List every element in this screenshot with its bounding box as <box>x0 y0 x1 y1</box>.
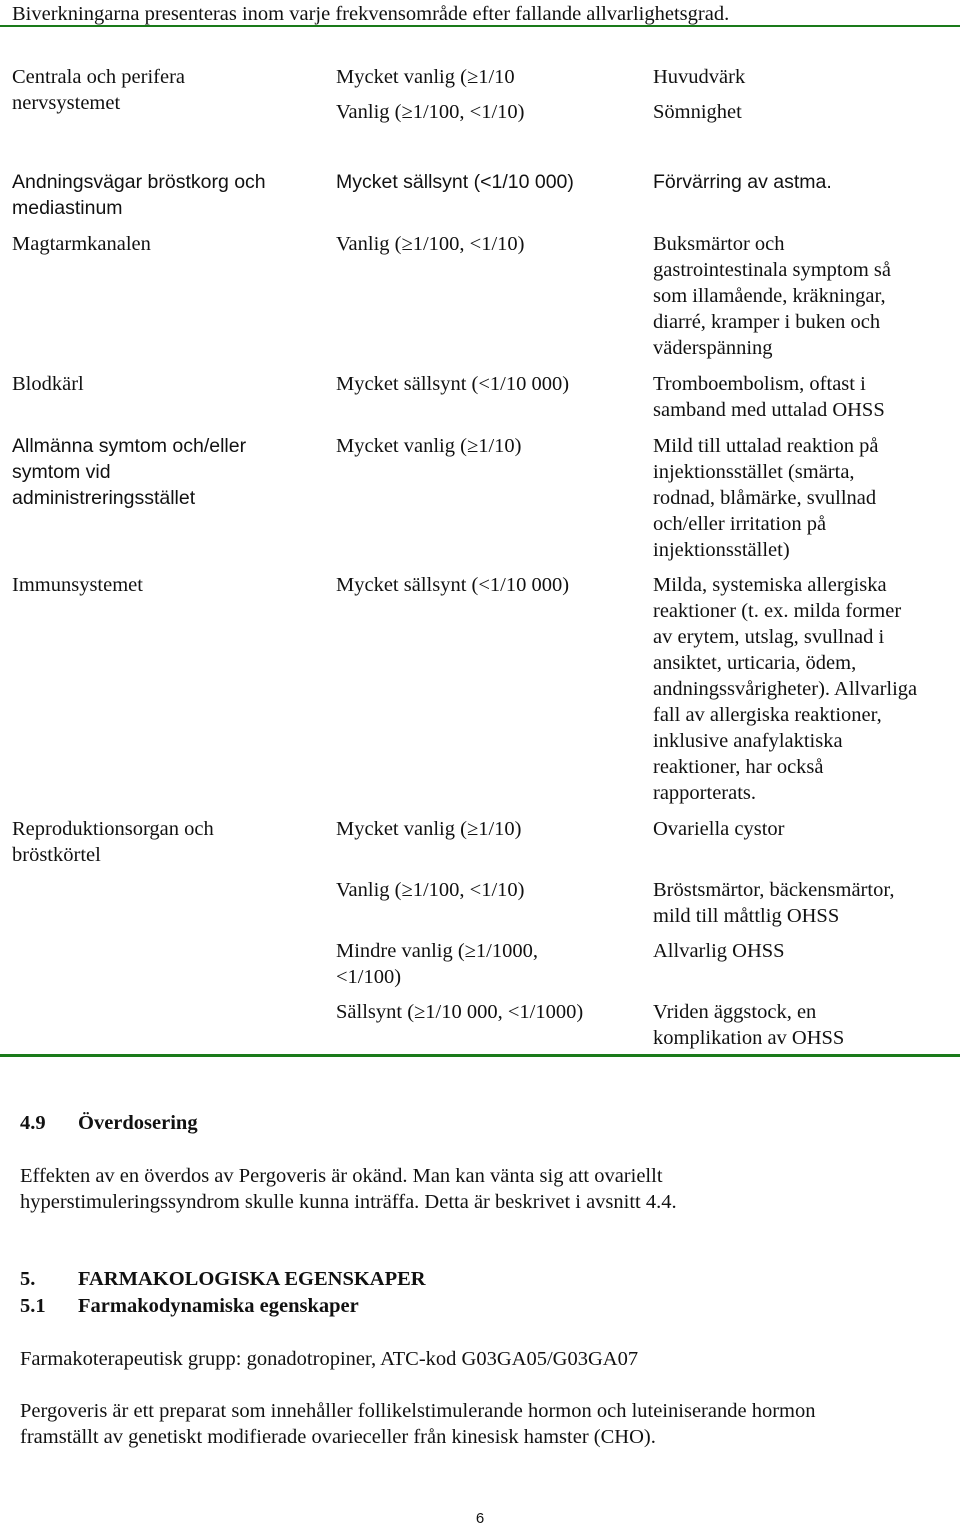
section-4-9-text: Effekten av en överdos av Pergoveris är okänd. Man kan vänta sig att ovariellt hyperstimuleringssyndrom skulle kunna inträffa. Detta är beskrivet i avsnitt 4.4. <box>20 1165 677 1213</box>
effect-immune: Milda, systemiska allergiska reaktioner (t. ex. milda former av erytem, utslag, svullnad i ansiktet, urticaria, ödem, andningssvårigheter). Allvarliga fall av allergiska reaktioner, inklusive anafylaktiska reaktioner, har också rapporterats. <box>653 574 918 804</box>
section-5-1-number: 5.1 <box>20 1295 46 1317</box>
freq-respiratory: Mycket sällsynt (<1/10 000) <box>336 171 574 193</box>
freq-general: Mycket vanlig (≥1/10) <box>336 435 522 457</box>
section-5-title: FARMAKOLOGISKA EGENSKAPER <box>78 1268 426 1290</box>
section-5-1-title: Farmakodynamiska egenskaper <box>78 1295 359 1317</box>
section-4-9-title: Överdosering <box>78 1112 198 1134</box>
effect-respiratory: Förvärring av astma. <box>653 171 832 193</box>
freq-repro-3: Mindre vanlig (≥1/1000, <1/100) <box>336 940 538 988</box>
effect-vascular: Tromboembolism, oftast i samband med uttalad OHSS <box>653 373 885 421</box>
section-4-9-heading <box>20 1112 198 1135</box>
effect-repro-3: Allvarlig OHSS <box>653 940 785 962</box>
section-5-1-text: Pergoveris är ett preparat som innehåller follikelstimulerande hormon och luteiniserande hormon framställt av genetiskt modifierade ovarieceller från kinesisk hamster (CHO). <box>20 1400 816 1448</box>
effect-repro-1: Ovariella cystor <box>653 818 785 840</box>
organ-vascular: Blodkärl <box>12 373 84 395</box>
freq-cns-2: Vanlig (≥1/100, <1/10) <box>336 101 525 123</box>
section-4-9-number: 4.9 <box>20 1112 46 1134</box>
effect-cns-2: Sömnighet <box>653 101 742 123</box>
section-5-1-heading <box>20 1295 359 1318</box>
organ-reproductive: Reproduktionsorgan och bröstkörtel <box>12 818 214 866</box>
freq-gi: Vanlig (≥1/100, <1/10) <box>336 233 525 255</box>
freq-repro-2: Vanlig (≥1/100, <1/10) <box>336 879 525 901</box>
organ-general: Allmänna symtom och/eller symtom vid administreringsstället <box>12 435 247 509</box>
effect-repro-4: Vriden äggstock, en komplikation av OHSS <box>653 1001 845 1049</box>
freq-repro-1: Mycket vanlig (≥1/10) <box>336 818 522 840</box>
effect-gi: Buksmärtor och gastrointestinala symptom så som illamående, kräkningar, diarré, kramper i buken och väderspänning <box>653 233 891 359</box>
organ-cns: Centrala och perifera nervsystemet <box>12 66 186 114</box>
freq-repro-4: Sällsynt (≥1/10 000, <1/1000) <box>336 1001 584 1023</box>
table-bottom-rule <box>0 1054 960 1057</box>
section-5-number: 5. <box>20 1268 36 1290</box>
freq-vascular: Mycket sällsynt (<1/10 000) <box>336 373 570 395</box>
effect-repro-2: Bröstsmärtor, bäckensmärtor, mild till måttlig OHSS <box>653 879 895 927</box>
effect-cns-1: Huvudvärk <box>653 66 746 88</box>
organ-immune: Immunsystemet <box>12 574 143 596</box>
organ-respiratory: Andningsvägar bröstkorg och mediastinum <box>12 171 266 219</box>
atc-group-text: Farmakoterapeutisk grupp: gonadotropiner, ATC-kod G03GA05/G03GA07 <box>20 1348 639 1370</box>
table-caption: Biverkningarna presenteras inom varje frekvensområde efter fallande allvarlighetsgrad. <box>12 3 730 25</box>
table-top-rule <box>0 25 960 27</box>
section-5-heading <box>20 1268 426 1291</box>
page-number: 6 <box>475 1510 485 1527</box>
freq-cns-1: Mycket vanlig (≥1/10 <box>336 66 515 88</box>
organ-gi: Magtarmkanalen <box>12 233 151 255</box>
freq-immune: Mycket sällsynt (<1/10 000) <box>336 574 570 596</box>
effect-general: Mild till uttalad reaktion på injektionsstället (smärta, rodnad, blåmärke, svullnad och/eller irritation på injektionsstället) <box>653 435 879 561</box>
